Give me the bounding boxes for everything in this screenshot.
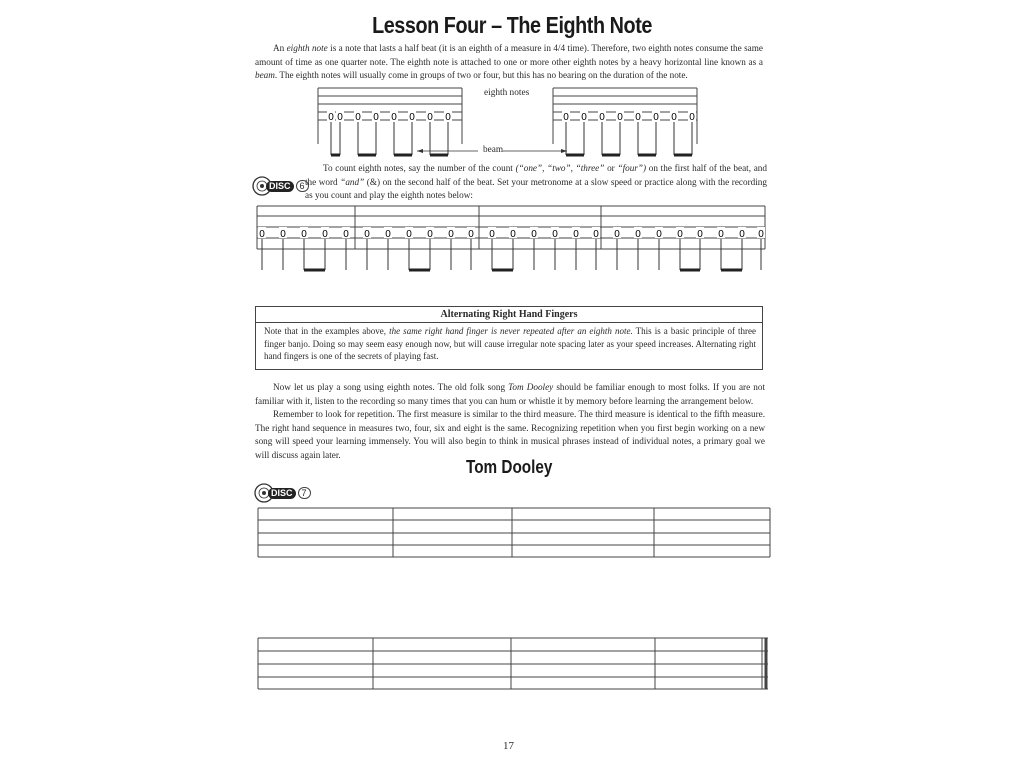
exercise-note: 0 xyxy=(552,229,558,240)
disc-track-7 xyxy=(254,483,311,503)
exercise-note: 0 xyxy=(468,229,474,240)
exercise-note: 0 xyxy=(677,229,683,240)
diagram-note: 0 xyxy=(671,112,677,123)
exercise-note: 0 xyxy=(385,229,391,240)
diagram-note: 0 xyxy=(599,112,605,123)
beam-label: beam xyxy=(483,145,504,155)
tip-box-heading: Alternating Right Hand Fingers xyxy=(256,308,762,323)
song-intro-paragraph: Now let us play a song using eighth notes. The old folk song Tom Dooley should be familiar enough to most folks. If you are not familiar with it, listen to the recording so many times that you can hum or whistle it by memory before learning the arrangement below. xyxy=(255,382,766,406)
diagram-note: 0 xyxy=(617,112,623,123)
exercise-note: 0 xyxy=(531,229,537,240)
exercise-note: 0 xyxy=(697,229,703,240)
exercise-note: 0 xyxy=(614,229,620,240)
diagram-note: 0 xyxy=(427,112,433,123)
diagram-note: 0 xyxy=(581,112,587,123)
song-staff-1 xyxy=(258,508,770,557)
eighth-notes-label: eighth notes xyxy=(484,88,530,98)
diagram-note: 0 xyxy=(653,112,659,123)
exercise-note: 0 xyxy=(758,229,764,240)
diagram-note: 0 xyxy=(563,112,569,123)
exercise-note: 0 xyxy=(656,229,662,240)
exercise-note: 0 xyxy=(364,229,370,240)
exercise-note: 0 xyxy=(635,229,641,240)
diagram-note: 0 xyxy=(391,112,397,123)
disc-track-number: 7 xyxy=(298,487,311,499)
exercise-note: 0 xyxy=(593,229,599,240)
exercise-note: 0 xyxy=(322,229,328,240)
diagram-note: 0 xyxy=(635,112,641,123)
diagram-note: 0 xyxy=(409,112,415,123)
song-staff-2 xyxy=(258,638,768,689)
exercise-note: 0 xyxy=(259,229,265,240)
exercise-note: 0 xyxy=(489,229,495,240)
diagram-note: 0 xyxy=(445,112,451,123)
exercise-note: 0 xyxy=(280,229,286,240)
disc-track-number: 6 xyxy=(296,180,309,192)
exercise-note: 0 xyxy=(448,229,454,240)
disc-label: DISC xyxy=(268,488,296,499)
exercise-note: 0 xyxy=(427,229,433,240)
page-number: 17 xyxy=(503,740,514,752)
intro-paragraph: An eighth note is a note that lasts a half beat (it is an eighth of a measure in 4/4 time). Therefore, two eighth notes consume the same amount of time as one quarter note. The eighth note is attached to one or more other eighth notes by a heavy horizontal line known as a beam. The eighth notes will usually come in groups of two or four, but this has no bearing on the duration of the note. xyxy=(255,43,763,80)
exercise-note: 0 xyxy=(573,229,579,240)
diagram-note: 0 xyxy=(689,112,695,123)
tip-box xyxy=(255,306,763,370)
diagram-note: 0 xyxy=(373,112,379,123)
count-paragraph: To count eighth notes, say the number of the count (“one”, “two”, “three” or “four”) on the first half of the beat, and the word “and” (&) on the second half of the beat. Set your metronome at a slow speed or practice along with the recording as you count and play the eighth notes below: xyxy=(305,163,767,200)
exercise-note: 0 xyxy=(406,229,412,240)
diagram-note: 0 xyxy=(328,112,334,123)
exercise-note: 0 xyxy=(510,229,516,240)
lesson-title: Lesson Four – The Eighth Note xyxy=(372,12,652,38)
exercise-note: 0 xyxy=(739,229,745,240)
exercise-note: 0 xyxy=(343,229,349,240)
song-title: Tom Dooley xyxy=(466,457,553,477)
exercise-note: 0 xyxy=(718,229,724,240)
disc-track-6 xyxy=(252,176,309,196)
exercise-note: 0 xyxy=(301,229,307,240)
repetition-paragraph: Remember to look for repetition. The first measure is similar to the third measure. The third measure is identical to the fifth measure. The right hand sequence in measures two, four, six and eight is the same. Recognizing repetition when you first begin working on a new song will speed your learning immensely. You will also begin to think in musical phrases instead of individual notes, a primary goal we will discuss again later. xyxy=(255,409,765,460)
disc-label: DISC xyxy=(266,181,294,192)
diagram-note: 0 xyxy=(337,112,343,123)
diagram-note: 0 xyxy=(355,112,361,123)
tip-box-text: Note that in the examples above, the same right hand finger is never repeated after an eighth note. This is a basic principle of three finger banjo. Doing so may seem easy enough now, but will cause irregular note spacing later as your speed increases. Alternating right hand fingers is one of the secrets of playing fast. xyxy=(264,326,756,361)
